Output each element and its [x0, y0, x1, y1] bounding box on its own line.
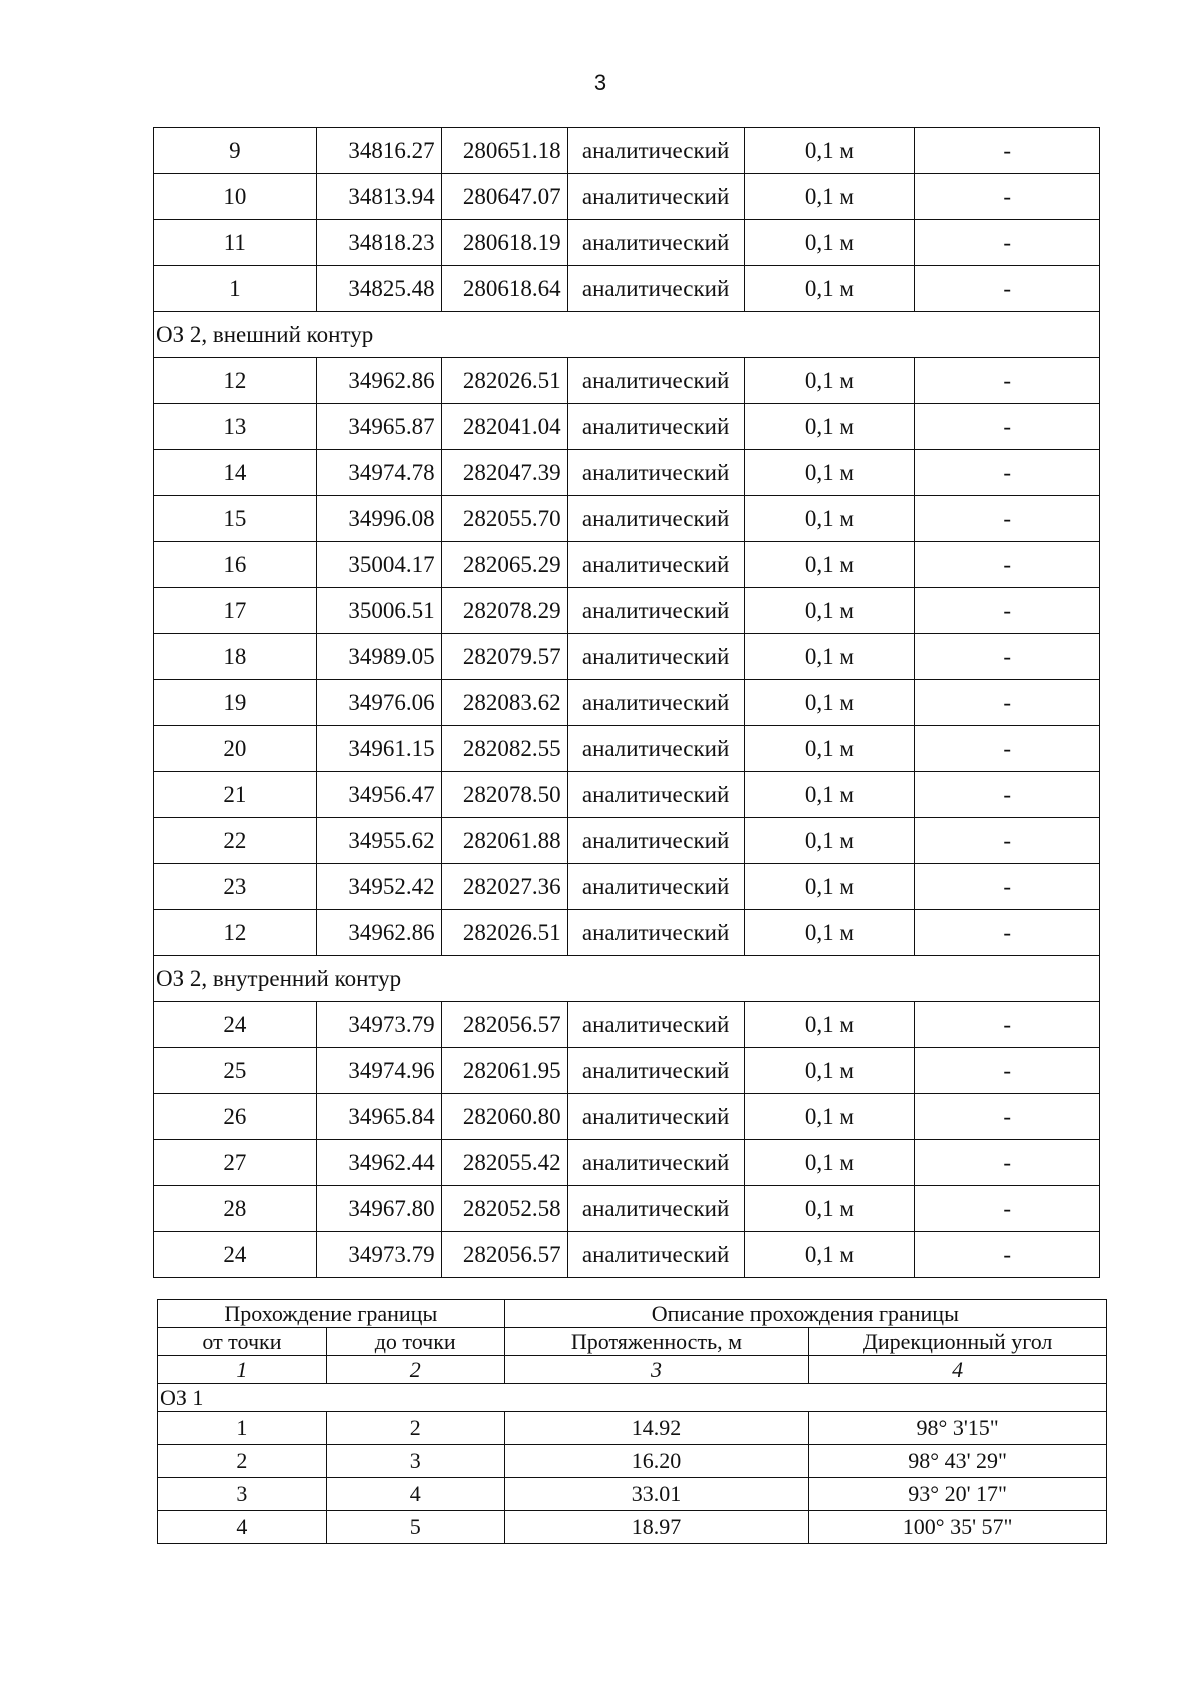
x-coordinate: 34965.84 [316, 1094, 441, 1140]
accuracy: 0,1 м [744, 358, 915, 404]
accuracy: 0,1 м [744, 1140, 915, 1186]
y-coordinate: 282052.58 [441, 1186, 567, 1232]
y-coordinate: 282082.55 [441, 726, 567, 772]
y-coordinate: 282060.80 [441, 1094, 567, 1140]
page-number: 3 [593, 70, 607, 95]
x-coordinate: 35004.17 [316, 542, 441, 588]
coordinate-row [154, 1094, 1100, 1140]
to-point: 2 [326, 1412, 504, 1445]
direction-angle: 100° 35' 57" [809, 1511, 1107, 1544]
point-number: 28 [154, 1186, 317, 1232]
y-coordinate: 282078.50 [441, 772, 567, 818]
x-coordinate: 34973.79 [316, 1002, 441, 1048]
segments-header-row-2 [158, 1328, 1107, 1356]
point-number: 17 [154, 588, 317, 634]
to-point-header: до точки [326, 1328, 504, 1356]
section-title: ОЗ 2, внешний контур [154, 312, 1100, 358]
accuracy: 0,1 м [744, 634, 915, 680]
x-coordinate: 35006.51 [316, 588, 441, 634]
column-index-row [158, 1356, 1107, 1384]
column-index-3: 3 [504, 1356, 809, 1384]
note: - [915, 680, 1100, 726]
coordinate-row [154, 174, 1100, 220]
point-number: 14 [154, 450, 317, 496]
determination-method: аналитический [567, 1140, 744, 1186]
segment-row [158, 1412, 1107, 1445]
accuracy: 0,1 м [744, 772, 915, 818]
determination-method: аналитический [567, 1186, 744, 1232]
segment-length: 16.20 [504, 1445, 809, 1478]
y-coordinate: 282026.51 [441, 358, 567, 404]
y-coordinate: 280618.19 [441, 220, 567, 266]
coordinates-table-body [154, 128, 1100, 1278]
point-number: 27 [154, 1140, 317, 1186]
x-coordinate: 34813.94 [316, 174, 441, 220]
y-coordinate: 282083.62 [441, 680, 567, 726]
accuracy: 0,1 м [744, 404, 915, 450]
coordinate-row [154, 450, 1100, 496]
y-coordinate: 280647.07 [441, 174, 567, 220]
x-coordinate: 34974.78 [316, 450, 441, 496]
accuracy: 0,1 м [744, 450, 915, 496]
y-coordinate: 282061.95 [441, 1048, 567, 1094]
x-coordinate: 34996.08 [316, 496, 441, 542]
coordinate-row [154, 588, 1100, 634]
coordinate-row [154, 680, 1100, 726]
x-coordinate: 34818.23 [316, 220, 441, 266]
to-point: 4 [326, 1478, 504, 1511]
segment-length: 18.97 [504, 1511, 809, 1544]
point-number: 18 [154, 634, 317, 680]
note: - [915, 128, 1100, 174]
note: - [915, 174, 1100, 220]
note: - [915, 588, 1100, 634]
column-index-4: 4 [809, 1356, 1107, 1384]
coordinate-row [154, 818, 1100, 864]
y-coordinate: 282047.39 [441, 450, 567, 496]
coordinate-row [154, 220, 1100, 266]
segments-header-row-1 [158, 1300, 1107, 1328]
x-coordinate: 34816.27 [316, 128, 441, 174]
accuracy: 0,1 м [744, 1094, 915, 1140]
segment-row [158, 1445, 1107, 1478]
segments-table-body [158, 1300, 1107, 1544]
determination-method: аналитический [567, 542, 744, 588]
accuracy: 0,1 м [744, 1232, 915, 1278]
accuracy: 0,1 м [744, 1002, 915, 1048]
section-title: ОЗ 2, внутренний контур [154, 956, 1100, 1002]
point-number: 25 [154, 1048, 317, 1094]
x-coordinate: 34962.86 [316, 910, 441, 956]
point-number: 12 [154, 910, 317, 956]
determination-method: аналитический [567, 174, 744, 220]
determination-method: аналитический [567, 726, 744, 772]
note: - [915, 358, 1100, 404]
y-coordinate: 282055.42 [441, 1140, 567, 1186]
accuracy: 0,1 м [744, 1048, 915, 1094]
point-number: 10 [154, 174, 317, 220]
determination-method: аналитический [567, 588, 744, 634]
accuracy: 0,1 м [744, 910, 915, 956]
point-number: 16 [154, 542, 317, 588]
point-number: 20 [154, 726, 317, 772]
determination-method: аналитический [567, 680, 744, 726]
x-coordinate: 34961.15 [316, 726, 441, 772]
note: - [915, 772, 1100, 818]
determination-method: аналитический [567, 772, 744, 818]
segments-section-title: ОЗ 1 [158, 1384, 1107, 1412]
determination-method: аналитический [567, 634, 744, 680]
point-number: 24 [154, 1002, 317, 1048]
direction-angle: 98° 3'15" [809, 1412, 1107, 1445]
note: - [915, 1048, 1100, 1094]
length-header: Протяженность, м [504, 1328, 809, 1356]
coordinate-row [154, 726, 1100, 772]
determination-method: аналитический [567, 496, 744, 542]
accuracy: 0,1 м [744, 542, 915, 588]
coordinate-row [154, 266, 1100, 312]
accuracy: 0,1 м [744, 174, 915, 220]
to-point: 5 [326, 1511, 504, 1544]
point-number: 24 [154, 1232, 317, 1278]
x-coordinate: 34974.96 [316, 1048, 441, 1094]
x-coordinate: 34989.05 [316, 634, 441, 680]
y-coordinate: 280651.18 [441, 128, 567, 174]
determination-method: аналитический [567, 864, 744, 910]
segment-length: 33.01 [504, 1478, 809, 1511]
note: - [915, 542, 1100, 588]
determination-method: аналитический [567, 220, 744, 266]
accuracy: 0,1 м [744, 1186, 915, 1232]
note: - [915, 818, 1100, 864]
determination-method: аналитический [567, 450, 744, 496]
determination-method: аналитический [567, 910, 744, 956]
y-coordinate: 282065.29 [441, 542, 567, 588]
accuracy: 0,1 м [744, 220, 915, 266]
description-header: Описание прохождения границы [504, 1300, 1106, 1328]
note: - [915, 496, 1100, 542]
coordinate-row [154, 358, 1100, 404]
y-coordinate: 282056.57 [441, 1232, 567, 1278]
point-number: 15 [154, 496, 317, 542]
x-coordinate: 34962.86 [316, 358, 441, 404]
determination-method: аналитический [567, 358, 744, 404]
segment-row [158, 1478, 1107, 1511]
from-point: 4 [158, 1511, 327, 1544]
note: - [915, 450, 1100, 496]
x-coordinate: 34965.87 [316, 404, 441, 450]
section-title-row [154, 312, 1100, 358]
accuracy: 0,1 м [744, 128, 915, 174]
y-coordinate: 282041.04 [441, 404, 567, 450]
coordinates-table [153, 127, 1100, 1278]
segment-row [158, 1511, 1107, 1544]
note: - [915, 1186, 1100, 1232]
x-coordinate: 34976.06 [316, 680, 441, 726]
segments-table [157, 1299, 1107, 1544]
y-coordinate: 282026.51 [441, 910, 567, 956]
note: - [915, 404, 1100, 450]
coordinate-row [154, 496, 1100, 542]
determination-method: аналитический [567, 818, 744, 864]
segments-section-row [158, 1384, 1107, 1412]
point-number: 19 [154, 680, 317, 726]
y-coordinate: 282061.88 [441, 818, 567, 864]
x-coordinate: 34952.42 [316, 864, 441, 910]
note: - [915, 1140, 1100, 1186]
direction-angle: 93° 20' 17" [809, 1478, 1107, 1511]
accuracy: 0,1 м [744, 496, 915, 542]
from-point-header: от точки [158, 1328, 327, 1356]
x-coordinate: 34956.47 [316, 772, 441, 818]
direction-angle: 98° 43' 29" [809, 1445, 1107, 1478]
note: - [915, 266, 1100, 312]
note: - [915, 220, 1100, 266]
determination-method: аналитический [567, 1094, 744, 1140]
coordinate-row [154, 1232, 1100, 1278]
determination-method: аналитический [567, 266, 744, 312]
coordinate-row [154, 772, 1100, 818]
accuracy: 0,1 м [744, 726, 915, 772]
note: - [915, 910, 1100, 956]
x-coordinate: 34955.62 [316, 818, 441, 864]
accuracy: 0,1 м [744, 680, 915, 726]
note: - [915, 1232, 1100, 1278]
y-coordinate: 280618.64 [441, 266, 567, 312]
y-coordinate: 282027.36 [441, 864, 567, 910]
determination-method: аналитический [567, 404, 744, 450]
y-coordinate: 282056.57 [441, 1002, 567, 1048]
accuracy: 0,1 м [744, 818, 915, 864]
y-coordinate: 282078.29 [441, 588, 567, 634]
coordinate-row [154, 1048, 1100, 1094]
determination-method: аналитический [567, 1048, 744, 1094]
column-index-1: 1 [158, 1356, 327, 1384]
from-point: 1 [158, 1412, 327, 1445]
coordinate-row [154, 1002, 1100, 1048]
coordinate-row [154, 910, 1100, 956]
determination-method: аналитический [567, 128, 744, 174]
coordinate-row [154, 542, 1100, 588]
coordinate-row [154, 404, 1100, 450]
coordinate-row [154, 864, 1100, 910]
x-coordinate: 34973.79 [316, 1232, 441, 1278]
to-point: 3 [326, 1445, 504, 1478]
y-coordinate: 282055.70 [441, 496, 567, 542]
angle-header: Дирекционный угол [809, 1328, 1107, 1356]
from-point: 3 [158, 1478, 327, 1511]
x-coordinate: 34962.44 [316, 1140, 441, 1186]
point-number: 11 [154, 220, 317, 266]
point-number: 1 [154, 266, 317, 312]
y-coordinate: 282079.57 [441, 634, 567, 680]
accuracy: 0,1 м [744, 864, 915, 910]
note: - [915, 726, 1100, 772]
note: - [915, 1002, 1100, 1048]
point-number: 21 [154, 772, 317, 818]
note: - [915, 864, 1100, 910]
point-number: 23 [154, 864, 317, 910]
determination-method: аналитический [567, 1232, 744, 1278]
note: - [915, 1094, 1100, 1140]
point-number: 9 [154, 128, 317, 174]
coordinate-row [154, 1186, 1100, 1232]
accuracy: 0,1 м [744, 266, 915, 312]
point-number: 22 [154, 818, 317, 864]
passage-header: Прохождение границы [158, 1300, 505, 1328]
from-point: 2 [158, 1445, 327, 1478]
column-index-2: 2 [326, 1356, 504, 1384]
section-title-row [154, 956, 1100, 1002]
coordinate-row [154, 634, 1100, 680]
point-number: 26 [154, 1094, 317, 1140]
point-number: 12 [154, 358, 317, 404]
coordinate-row [154, 1140, 1100, 1186]
accuracy: 0,1 м [744, 588, 915, 634]
segment-length: 14.92 [504, 1412, 809, 1445]
coordinate-row [154, 128, 1100, 174]
x-coordinate: 34825.48 [316, 266, 441, 312]
note: - [915, 634, 1100, 680]
x-coordinate: 34967.80 [316, 1186, 441, 1232]
determination-method: аналитический [567, 1002, 744, 1048]
point-number: 13 [154, 404, 317, 450]
